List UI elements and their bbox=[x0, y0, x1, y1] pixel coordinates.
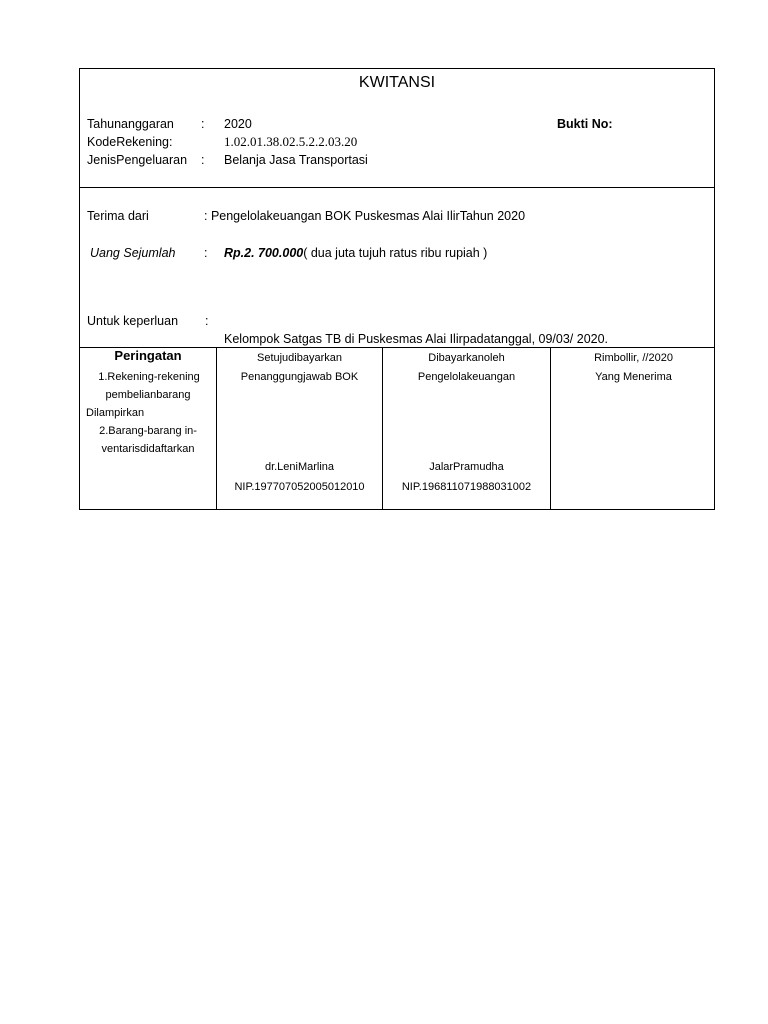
header-divider bbox=[80, 187, 714, 188]
dibayar-signatory-name: JalarPramudha bbox=[429, 461, 504, 473]
penerima-column bbox=[551, 348, 716, 509]
tahun-anggaran-value: 2020 bbox=[224, 117, 252, 131]
setuju-signatory-nip: NIP.197707052005012010 bbox=[234, 481, 365, 493]
peringatan-line-2: pembelianbarang bbox=[105, 389, 191, 401]
uang-sejumlah-value bbox=[224, 245, 487, 261]
setuju-line-2: Penanggungjawab BOK bbox=[240, 371, 359, 383]
peringatan-line-1: 1.Rekening-rekening bbox=[98, 371, 200, 383]
peringatan-line-5: ventarisdidaftarkan bbox=[101, 443, 195, 455]
peringatan-column bbox=[80, 348, 216, 509]
uang-sejumlah-colon: : bbox=[204, 246, 208, 260]
tahun-anggaran-label: Tahunanggaran bbox=[87, 117, 174, 131]
jenis-pengeluaran-label: JenisPengeluaran bbox=[87, 153, 188, 167]
receipt-title: KWITANSI bbox=[358, 74, 436, 91]
jenis-pengeluaran-colon: : bbox=[201, 153, 205, 167]
dibayar-line-2: Pengelolakeuangan bbox=[417, 371, 516, 383]
terima-dari-value: : Pengelolakeuangan BOK Puskesmas Alai IlirTahun 2020 bbox=[204, 209, 526, 223]
bukti-no-label: Bukti No: bbox=[557, 117, 613, 131]
peringatan-line-4: 2.Barang-barang in- bbox=[99, 425, 197, 437]
jenis-pengeluaran-value: Belanja Jasa Transportasi bbox=[224, 153, 368, 167]
tahun-anggaran-colon: : bbox=[201, 117, 205, 131]
setuju-line-1: Setujudibayarkan bbox=[256, 352, 342, 364]
kode-rekening-value: 1.02.01.38.02.5.2.2.03.20 bbox=[224, 134, 358, 149]
receipt-form bbox=[79, 68, 715, 510]
amount-in-words: ( dua juta tujuh ratus ribu rupiah ) bbox=[303, 246, 488, 260]
untuk-keperluan-value: Kelompok Satgas TB di Puskesmas Alai Ilirpadatanggal, 09/03/ 2020. bbox=[224, 332, 609, 346]
setuju-signatory-name: dr.LeniMarlina bbox=[264, 461, 335, 473]
penerima-line-1: Rimbollir, //2020 bbox=[594, 352, 673, 364]
peringatan-heading: Peringatan bbox=[114, 348, 182, 363]
dibayar-column bbox=[383, 348, 550, 509]
untuk-keperluan-colon: : bbox=[205, 314, 209, 328]
amount-figure: Rp.2. 700.000 bbox=[224, 246, 304, 260]
terima-dari-label: Terima dari bbox=[87, 209, 149, 223]
untuk-keperluan-label: Untuk keperluan bbox=[87, 314, 179, 328]
dibayar-signatory-nip: NIP.196811071988031002 bbox=[401, 481, 532, 493]
peringatan-line-3: Dilampirkan bbox=[86, 407, 145, 419]
uang-sejumlah-label: Uang Sejumlah bbox=[90, 246, 176, 260]
setuju-column bbox=[217, 348, 382, 509]
kode-rekening-label: KodeRekening: bbox=[87, 135, 173, 149]
penerima-line-2: Yang Menerima bbox=[595, 371, 672, 383]
dibayar-line-1: Dibayarkanoleh bbox=[428, 352, 505, 364]
